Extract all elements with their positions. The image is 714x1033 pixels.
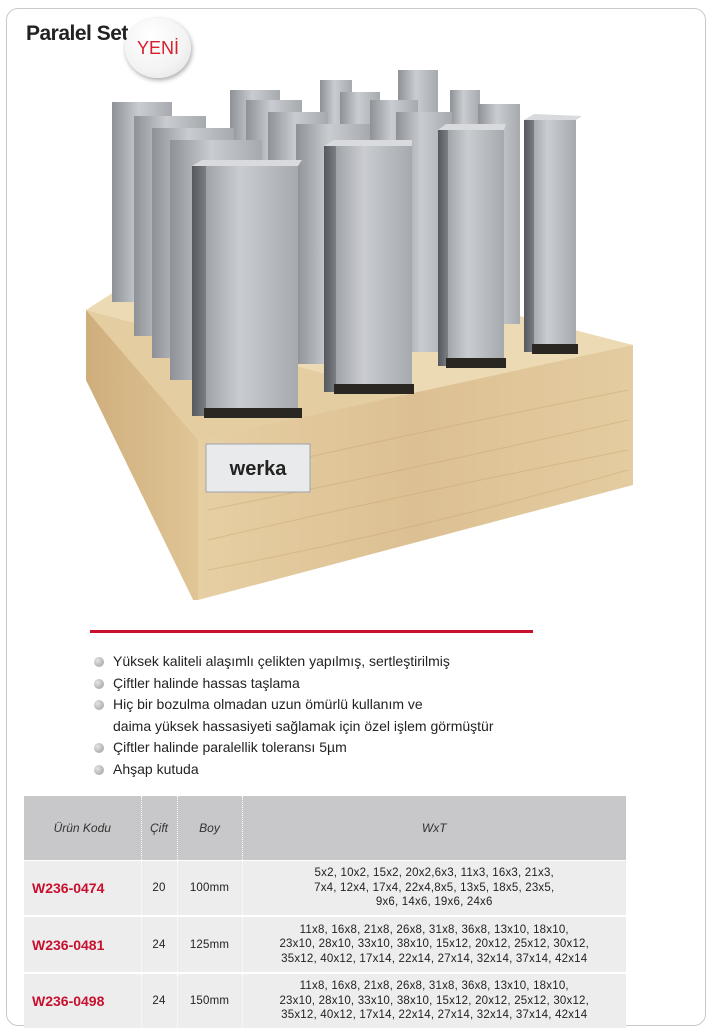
- feature-list: [94, 651, 493, 780]
- header-length: Boy: [177, 796, 242, 861]
- bullet-icon: [94, 657, 104, 667]
- header-code: Ürün Kodu: [24, 796, 141, 861]
- bullet-icon: [94, 700, 104, 710]
- page-title: Paralel Set: [26, 22, 128, 45]
- header-sizes: WxT: [242, 796, 626, 861]
- product-image: [78, 60, 638, 600]
- spec-table: [24, 796, 626, 1028]
- header-pairs: Çift: [141, 796, 177, 861]
- product-code: W236-0474: [24, 861, 141, 917]
- length-cell: 150mm: [177, 973, 242, 1028]
- length-cell: 125mm: [177, 916, 242, 973]
- feature-item-continuation: daima yüksek hassasiyeti sağlamak için özel işlem görmüştür: [113, 717, 494, 734]
- new-badge-label: YENİ: [136, 37, 179, 58]
- sizes-cell: 5x2, 10x2, 15x2, 20x2,6x3, 11x3, 16x3, 21x3, 7x4, 12x4, 17x4, 22x4,8x5, 13x5, 18x5, 23x5, 9x6, 14x6, 19x6, 24x6: [242, 861, 626, 917]
- product-code: W236-0481: [24, 916, 141, 973]
- feature-item: Yüksek kaliteli alaşımlı çelikten yapılmış, sertleştirilmiş: [94, 651, 493, 673]
- brand-label: werka: [229, 458, 287, 480]
- section-divider: [90, 630, 533, 633]
- bullet-icon: [94, 679, 104, 689]
- feature-item: Ahşap kutuda: [94, 759, 493, 781]
- table-header-row: [24, 796, 626, 861]
- bullet-icon: [94, 765, 104, 775]
- pairs-cell: 20: [141, 861, 177, 917]
- pairs-cell: 24: [141, 916, 177, 973]
- bullet-icon: [94, 743, 104, 753]
- length-cell: 100mm: [177, 861, 242, 917]
- feature-item: Hiç bir bozulma olmadan uzun ömürlü kullanım ve: [94, 694, 493, 716]
- sizes-cell: 11x8, 16x8, 21x8, 26x8, 31x8, 36x8, 13x10, 18x10, 23x10, 28x10, 33x10, 38x10, 15x12, 20x12, 25x12, 30x12, 35x12, 40x12, 17x14, 22x14, 27x14, 32x14, 37x14, 42x14: [242, 916, 626, 973]
- feature-item: Çiftler halinde hassas taşlama: [94, 673, 493, 695]
- product-code: W236-0498: [24, 973, 141, 1028]
- sizes-cell: 11x8, 16x8, 21x8, 26x8, 31x8, 36x8, 13x10, 18x10, 23x10, 28x10, 33x10, 38x10, 15x12, 20x12, 25x12, 30x12, 35x12, 40x12, 17x14, 22x14, 27x14, 32x14, 37x14, 42x14: [242, 973, 626, 1028]
- pairs-cell: 24: [141, 973, 177, 1028]
- table-row: [24, 861, 626, 917]
- feature-item: Çiftler halinde paralellik toleransı 5µm: [94, 737, 493, 759]
- table-row: [24, 973, 626, 1028]
- table-row: [24, 916, 626, 973]
